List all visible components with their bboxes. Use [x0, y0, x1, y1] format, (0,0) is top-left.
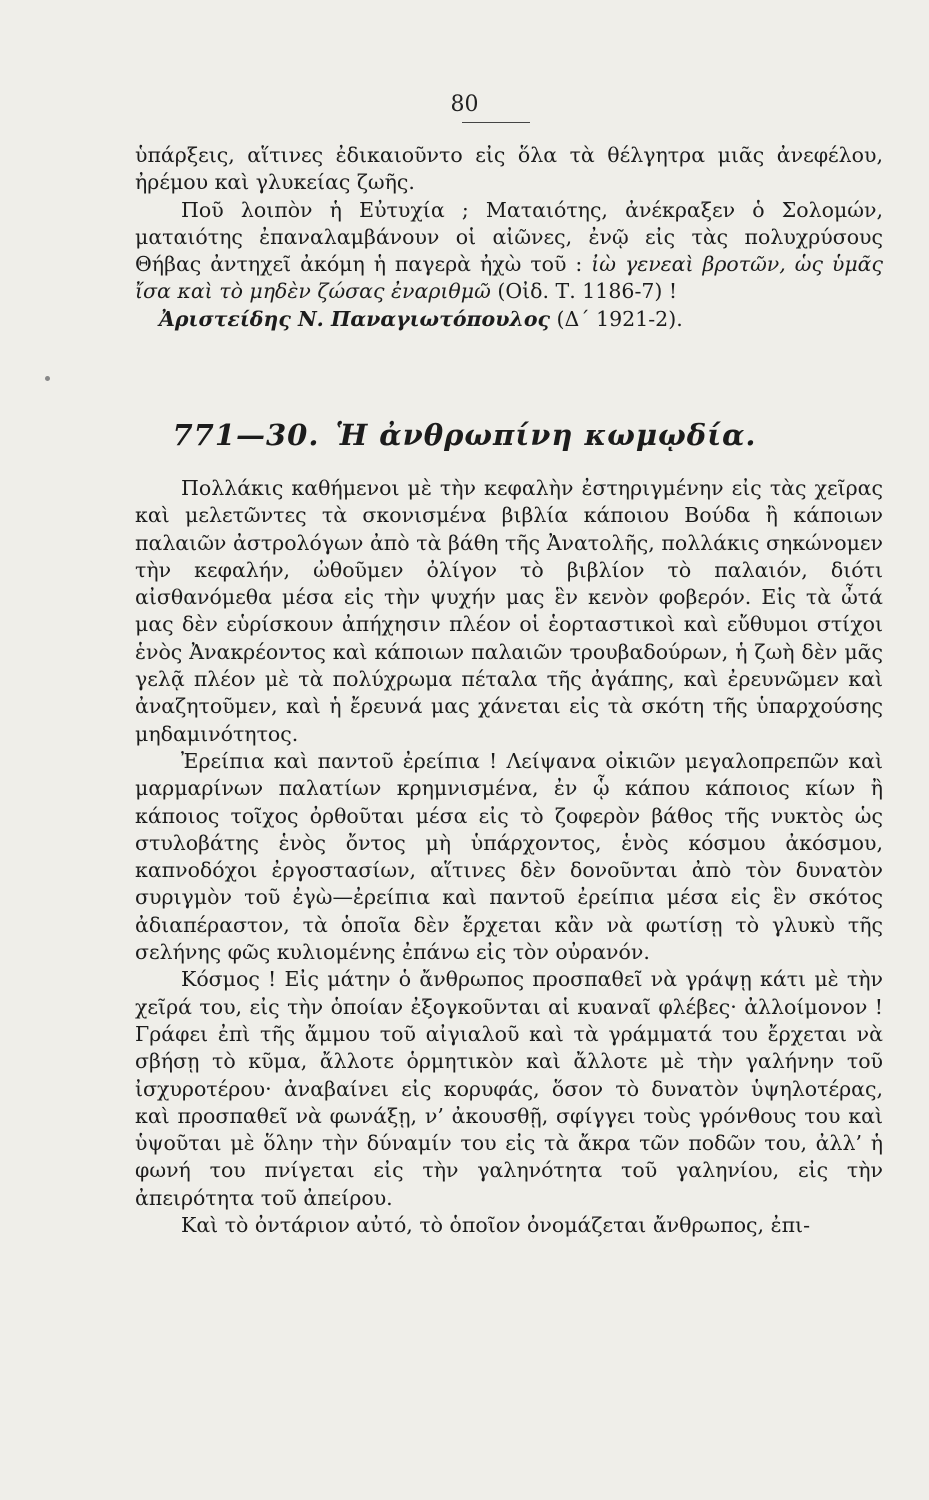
- body-paragraph-1: Πολλάκις καθήμενοι μὲ τὴν κεφαλὴν ἐστηριγμένην εἰς τὰς χεῖρας καὶ μελετῶντες τὰ σκονισμένα βιβλία κάποιου Βούδα ἢ κάποιων παλαιῶν ἀστρολόγων ἀπὸ τὰ βάθη τῆς Ἀνατολῆς, πολλάκις σηκώνομεν τὴν κεφαλήν, ὠθοῦμεν ὀλίγον τὸ βιβλίον τὸ παλαιόν, διότι αἰσθανόμεθα μέσα εἰς τὴν ψυχήν μας ἓν κενὸν φοβερόν. Εἰς τὰ ὦτά μας δὲν εὑρίσκουν ἀπήχησιν πλέον οἱ ἑορταστικοὶ καὶ εὔθυμοι στίχοι ἑνὸς Ἀνακρέοντος καὶ κάποιων παλαιῶν τρουβαδούρων, ἡ ζωὴ δὲν μᾶς γελᾷ πλέον μὲ τὰ πολύχρωμα πέταλα τῆς ἀγάπης, καὶ ἐρευνῶμεν καὶ ἀναζητοῦμεν, καὶ ἡ ἔρευνά μας χάνεται εἰς τὰ σκότη τῆς ὑπαρχούσης μηδαμινότητος.: [135, 476, 883, 746]
- body-paragraph-4: Καὶ τὸ ὀντάριον αὐτό, τὸ ὁποῖον ὀνομάζεται ἄνθρωπος, ἐπι-: [181, 1213, 811, 1238]
- author-reference: (Δ΄ 1921-2).: [556, 306, 683, 331]
- section-heading: [0, 418, 929, 452]
- paragraph-eutychia: [135, 197, 883, 306]
- body-paragraph-3: Κόσμος ! Εἰς μάτην ὁ ἄνθρωπος προσπαθεῖ νὰ γράψῃ κάτι μὲ τὴν χεῖρά του, εἰς τὴν ὁποίαν ἐξογκοῦνται αἱ κυαναῖ φλέβες· ἀλλοίμονον ! Γράφει ἐπὶ τῆς ἄμμου τοῦ αἰγιαλοῦ καὶ τὰ γράμματά του ἔρχεται νὰ σβήσῃ τὸ κῦμα, ἄλλοτε ὁρμητικὸν καὶ ἄλλοτε μὲ τὴν γαλήνην τοῦ ἰσχυροτέρου· ἀναβαίνει εἰς κορυφάς, ὅσον τὸ δυνατὸν ὑψηλοτέρας, καὶ προσπαθεῖ νὰ φωνάξῃ, ν’ ἀκουσθῇ, σφίγγει τοὺς γρόνθους του καὶ ὑψοῦται μὲ ὅλην τὴν δύναμίν του εἰς τὰ ἄκρα τῶν ποδῶν του, ἀλλ’ ἡ φωνή του πνίγεται εἰς τὴν γαληνότητα τοῦ γαληνίου, εἰς τὴν ἀπειρότητα τοῦ ἀπείρου.: [135, 967, 883, 1210]
- author-name: Ἀριστείδης Ν. Παναγιωτόπουλος: [159, 306, 550, 331]
- page-number-rule: [462, 122, 530, 123]
- section-title: Ἡ ἀνθρωπίνη κωμῳδία.: [335, 418, 757, 452]
- section-number: 771—30.: [172, 418, 320, 452]
- page-number: 80: [450, 92, 479, 117]
- print-speck: [45, 376, 50, 381]
- sophocles-quote: ἰὼ γενεαὶ βροτῶν, ὡς ὑμᾶς ἴσα καὶ τὸ μηδὲν ζώσας ἐναριθμῶ: [135, 252, 883, 304]
- body-paragraph-2: Ἐρείπια καὶ παντοῦ ἐρείπια ! Λείψανα οἰκιῶν μεγαλοπρεπῶν καὶ μαρμαρίνων παλατίων κρημνισμένα, ἐν ᾧ κάπου κάποιος κίων ἢ κάποιος τοῖχος ὀρθοῦται μέσα εἰς τὸ ζοφερὸν βάθος τῆς νυκτὸς ὡς στυλοβάτης ἑνὸς ὄντος μὴ ὑπάρχοντος, ἑνὸς κόσμου ἀκόσμου, καπνοδόχοι ἐργοστασίων, αἵτινες δὲν δονοῦνται ἀπὸ τὸν δυνατὸν συριγμὸν τοῦ ἐγὼ—ἐρείπια καὶ παντοῦ ἐρείπια μέσα εἰς ἓν σκότος ἀδιαπέραστον, τὰ ὁποῖα δὲν ἔρχεται κἂν νὰ φωτίσῃ τὸ γλυκὺ τῆς σελήνης φῶς κυλιομένης ἐπάνω εἰς τὸν οὐρανόν.: [135, 748, 883, 965]
- section-body: [135, 475, 883, 1239]
- author-line: [135, 306, 883, 333]
- paragraph-eutychia-text: Ποῦ λοιπὸν ἡ Εὐτυχία ; Ματαιότης, ἀνέκραξεν ὁ Σολομών, ματαιότης ἐπαναλαμβάνουν οἱ αἰῶνες, ἐνῷ εἰς τὰς πολυχρύσους Θήβας ἀντηχεῖ ἀκόμη ἡ παγερὰ ἠχὼ τοῦ :: [135, 197, 883, 277]
- paragraph-continuation: ὑπάρξεις, αἵτινες ἐδικαιοῦντο εἰς ὅλα τὰ θέλγητρα μιᾶς ἀνεφέλου, ἠρέμου καὶ γλυκείας ζωῆς.: [135, 143, 883, 195]
- quote-reference: (Οἰδ. Τ. 1186-7) !: [497, 279, 678, 304]
- top-text-block: [135, 142, 883, 333]
